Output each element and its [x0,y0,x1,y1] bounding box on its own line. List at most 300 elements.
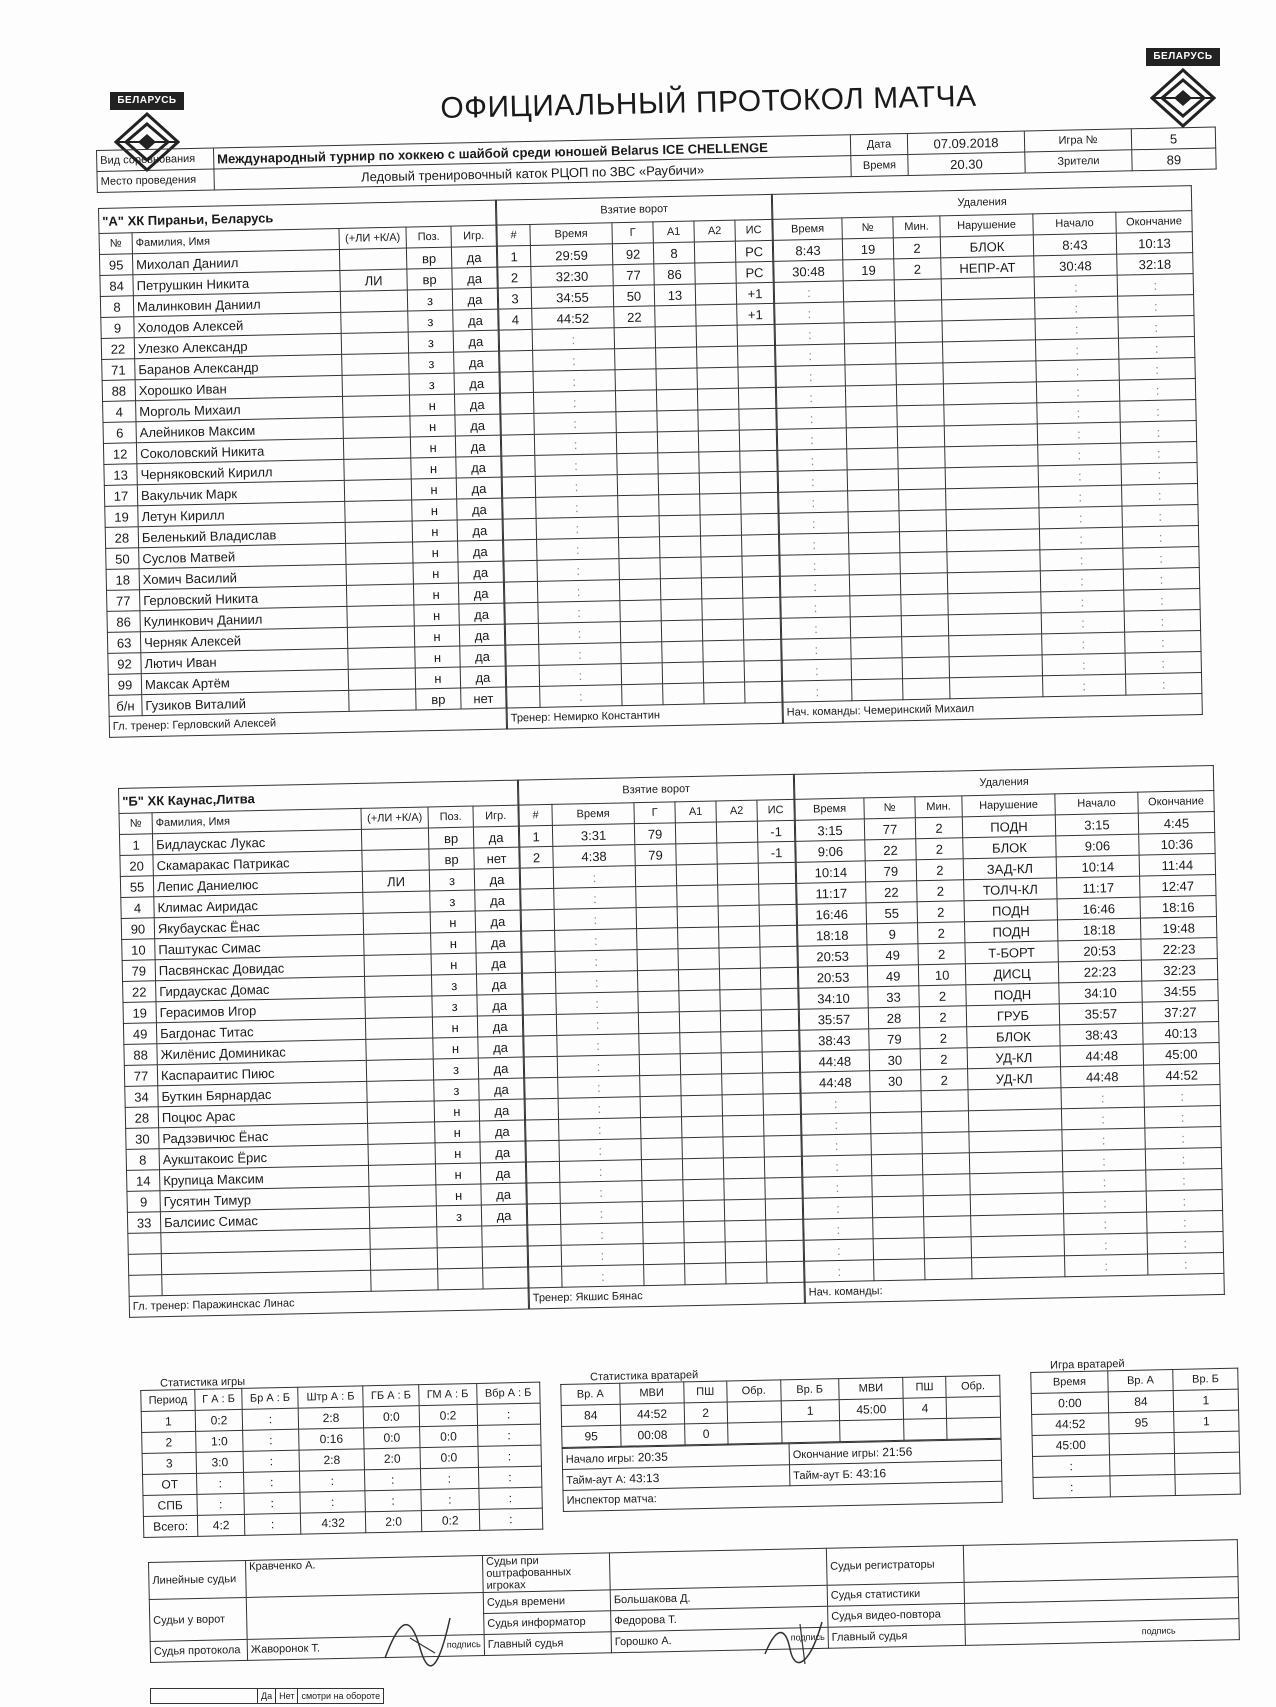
goalie-cell [781,1421,840,1443]
goal-num [499,329,532,351]
player-played: да [458,561,503,583]
player-li [363,891,430,913]
goalie-game [1030,1356,1241,1499]
pen-infraction [943,361,1036,384]
end-label: Окончание игры: [792,1447,880,1462]
col-g-a2: А2 [694,220,735,242]
goalie-cell [727,1401,781,1423]
player-name: Каспараитис Пиюс [157,1060,366,1085]
player-li [367,1101,434,1123]
goalie-cell: 2 [684,1402,728,1424]
goal-time: : [537,538,619,561]
goal-num [524,1056,557,1078]
goal-num [501,434,534,456]
pen-no: 30 [870,1070,921,1092]
game-no: 5 [1131,127,1215,150]
pen-min [896,384,943,406]
pen-start: 35:57 [1059,1002,1142,1025]
pen-start: : [1064,1212,1147,1235]
goal-cell [741,513,778,535]
player-li [347,605,414,627]
player-played: да [455,435,500,457]
col-g-g: Г [634,802,675,824]
pen-end: : [1120,421,1196,444]
player-no: 30 [126,1128,159,1150]
goal-cell [717,863,758,885]
pen-min [903,678,950,700]
pen-start: 38:43 [1060,1023,1143,1046]
stats-cell: СПБ [143,1494,197,1516]
goal-cell [621,642,662,664]
goal-num [502,455,535,477]
player-li [347,626,414,648]
goal-time: : [537,559,619,582]
pen-time: 18:18 [798,924,867,946]
pen-min [900,573,947,595]
goal-time: : [539,664,621,687]
player-li [342,395,409,417]
player-name: Алейников Максим [136,417,343,442]
goal-num [527,1182,560,1204]
goal-num [504,539,537,561]
player-played: да [480,1120,525,1142]
player-li [368,1122,435,1144]
goal-cell [742,576,779,598]
goalie-cell: 44:52 [620,1403,684,1425]
pen-no [872,1196,923,1218]
pen-time: : [803,1176,872,1198]
signature-icon [760,1614,830,1670]
player-li [341,311,408,333]
goal-time: : [534,433,616,456]
stats-col: ГБ А : Б [363,1385,419,1407]
pen-infraction [942,340,1035,363]
player-pos: н [412,499,457,521]
player-li [361,828,428,850]
player-no: 33 [127,1212,160,1234]
goal-a1: 8 [653,242,694,264]
goal-num [506,665,539,687]
stats-cell: : [479,1508,543,1530]
goal-cell [621,663,662,685]
goal-cell [678,927,719,949]
pen-no: 55 [866,902,917,924]
player-no: 28 [125,1107,158,1129]
player-name: Петрушкин Никита [133,270,340,295]
pen-min: 2 [917,901,964,923]
goal-cell [657,410,698,432]
player-pos: н [413,583,458,605]
col-g-time: Время [530,223,612,246]
pen-start: 11:17 [1057,876,1140,899]
col-p-time: Время [795,798,864,820]
pen-infraction [948,592,1041,615]
player-li [371,1269,438,1291]
pen-start: : [1064,1233,1147,1256]
player-pos [437,1226,482,1248]
goal-cell [744,660,781,682]
end-time: 21:56 [882,1444,913,1460]
goal-cell [766,1219,803,1241]
goal-cell [697,388,738,410]
timeout-b-label: Тайм-аут Б: [793,1468,853,1483]
pen-start: : [1035,317,1118,340]
goal-cell [739,408,776,430]
goal-num [525,1098,558,1120]
pen-no [850,616,901,638]
goalie-cell: 0 [684,1423,728,1445]
goal-cell [738,387,775,409]
goal-num [522,951,555,973]
goal-time: 34:55 [531,286,613,309]
pen-min: 2 [917,922,964,944]
goal-cell [658,473,699,495]
goal-num [504,560,537,582]
player-li [341,332,408,354]
stats-cell: 3 [142,1452,196,1474]
stats-cell: : [420,1467,478,1489]
goal-num: 1 [497,245,530,267]
goal-time: : [533,391,615,414]
goal-cell [643,1243,684,1265]
player-played: да [456,456,501,478]
col-p-min: Мин. [915,796,962,818]
goal-cell [739,429,776,451]
pen-infraction [972,1256,1065,1279]
linesmen-label: Линейные судьи [149,1560,247,1599]
goal-scorer: 92 [612,243,653,265]
pen-end: 19:48 [1140,917,1216,940]
pen-time: : [776,365,845,387]
goal-cell [682,1116,723,1138]
pen-end: : [1122,505,1198,528]
goal-a2 [695,283,736,305]
pen-min [898,468,945,490]
goalie-col: МВИ [839,1377,903,1399]
player-no: 90 [121,918,154,940]
goal-cell [619,579,660,601]
goalie-col: ПШ [683,1381,727,1403]
goal-cell [683,1179,724,1201]
pen-min [925,1258,972,1280]
goal-cell [759,883,796,905]
pen-no [846,406,897,428]
stats-col: ГМ А : Б [419,1383,477,1405]
pen-min [898,447,945,469]
goal-time: : [557,1055,639,1078]
player-played: да [476,973,521,995]
pen-end: 45:00 [1143,1042,1219,1065]
goal-time: 32:30 [531,265,613,288]
goalie-game-cell: : [1033,1476,1110,1499]
pen-start: : [1035,338,1118,361]
goal-num [521,888,554,910]
goal-time: : [562,1265,644,1288]
pen-start: : [1065,1254,1148,1277]
goalie-cell [946,1396,1000,1418]
goal-cell [701,556,742,578]
pen-no [851,658,902,680]
stats-cell: 2:0 [364,1448,420,1470]
player-played: да [452,267,497,289]
pen-infraction [945,445,1038,468]
pen-no: 19 [843,259,894,281]
pen-start: 20:53 [1058,939,1141,962]
pen-infraction [969,1130,1062,1153]
player-played: да [475,889,520,911]
goal-a1 [655,305,696,327]
player-no: 34 [125,1086,158,1108]
col-g-a2: А2 [716,800,757,822]
goal-cell [765,1177,802,1199]
protocol-judge: Жаворонок Т. [250,1642,321,1656]
player-played: да [479,1099,524,1121]
goal-cell [655,326,696,348]
player-played: да [481,1204,526,1226]
goal-cell [662,641,703,663]
pen-min: 2 [919,1006,966,1028]
pen-end: 18:16 [1140,896,1216,919]
goal-is: РС [735,240,772,262]
goal-time: 4:38 [553,845,635,868]
stats-cell: : [478,1487,542,1509]
player-no: 1 [119,834,152,856]
pen-infraction [946,487,1039,510]
goalie-game-row [1033,1473,1240,1498]
player-name: Аукштакоис Ёрис [159,1144,368,1169]
pen-start: : [1037,422,1120,445]
pen-end: 32:23 [1141,959,1217,982]
footer-net: Нет [276,1689,298,1704]
goalie-col: Обр. [946,1375,1000,1397]
player-played: да [456,477,501,499]
goal-num [500,371,533,393]
player-played: да [452,288,497,310]
player-played: нет [461,687,506,709]
pen-time: : [803,1197,872,1219]
player-no: 55 [120,876,153,898]
player-li [368,1164,435,1186]
team-b-penalties [794,765,1225,1304]
footer-note: смотри на обороте [298,1689,384,1704]
pen-min: 2 [919,985,966,1007]
player-no: 17 [104,485,137,507]
player-no: 4 [121,897,154,919]
pen-end: : [1147,1231,1223,1254]
goal-cell [763,1072,800,1094]
goal-cell [718,905,759,927]
pen-time: : [782,659,851,681]
stats-cell: 2:8 [298,1407,364,1429]
stats-cell: : [243,1429,299,1451]
team-a-header: "А" ХК Пираньи, Беларусь [99,200,496,233]
goal-cell [723,1136,764,1158]
goal-cell [662,662,703,684]
player-li [348,668,415,690]
pen-no [873,1217,924,1239]
player-name: Максак Артём [141,669,348,694]
pen-no [845,364,896,386]
player-name: Герловский Никита [140,585,347,610]
protocol-label: Судья протокола [150,1639,247,1662]
timekeeper: Большакова Д. [610,1585,827,1611]
pen-time: : [783,680,852,702]
goal-cell [718,884,759,906]
goal-num [523,1014,556,1036]
player-pos: н [413,541,458,563]
player-no [129,1275,162,1297]
player-played: да [453,330,498,352]
player-played: да [481,1183,526,1205]
team-a-coach: Тренер: Немирко Константин [507,702,782,729]
col-li: (+ЛИ +К/А) [339,227,406,249]
pen-infraction [970,1193,1063,1216]
team-b-roster [118,780,529,1318]
goal-time: : [534,412,616,435]
goalie-col: Обр. [727,1380,781,1402]
pen-min: 2 [920,1048,967,1070]
pen-infraction: ПОДН [962,815,1055,838]
goal-cell [761,988,798,1010]
goal-cell [701,535,742,557]
player-played [482,1225,527,1247]
pen-time: 34:10 [799,987,868,1009]
player-no: 79 [122,960,155,982]
goal-cell [617,453,658,475]
goal-cell [637,970,678,992]
goal-time: : [557,1034,639,1057]
pen-start: : [1036,380,1119,403]
pen-end: 22:23 [1141,938,1217,961]
goal-time: : [538,601,620,624]
goal-cell [659,515,700,537]
goal-cell [697,367,738,389]
pen-time: 38:43 [800,1029,869,1051]
pen-infraction [945,466,1038,489]
goal-cell [760,925,797,947]
goalie-col: Вр. Б [780,1379,839,1401]
player-played [482,1246,527,1268]
player-no: 19 [105,506,138,528]
goal-cell [737,324,774,346]
goal-cell [725,1241,766,1263]
player-name: Черняк Алексей [140,627,347,652]
stats-cell: Всего: [143,1515,197,1537]
goalie-cell: 00:08 [620,1424,684,1446]
pen-time: 3:15 [795,819,864,841]
player-pos: з [436,1205,481,1227]
player-pos: н [411,478,456,500]
goalie-game-col: Время [1031,1371,1108,1394]
goal-scorer: 77 [613,264,654,286]
goalie-cell [904,1418,948,1440]
player-no: 8 [100,296,133,318]
goal-cell [767,1261,804,1283]
player-played: да [458,582,503,604]
pen-infraction [944,403,1037,426]
player-name: Пасвянскас Довидас [155,955,364,980]
pen-start: 10:14 [1056,855,1139,878]
player-li [362,849,429,871]
player-name: Буткин Бярнардас [158,1081,367,1106]
pen-time: : [777,407,846,429]
stats-cell: : [244,1492,300,1514]
pen-min [923,1174,970,1196]
goal-cell [615,390,656,412]
player-pos: вр [416,688,461,710]
goal-cell [677,885,718,907]
pen-no [851,637,902,659]
pen-start: : [1042,653,1125,676]
pen-infraction: Т-БОРТ [965,941,1058,964]
goal-cell [638,991,679,1013]
player-no: 86 [107,611,140,633]
goal-cell [639,1054,680,1076]
pen-end: 32:18 [1117,253,1193,276]
pen-start: : [1043,674,1126,697]
pen-infraction: УД-КЛ [967,1046,1060,1069]
player-played: да [458,540,503,562]
goal-cell [684,1221,725,1243]
goal-is: РС [736,261,773,283]
player-played: да [478,1036,523,1058]
col-g-num: # [497,224,530,246]
player-no: 18 [106,569,139,591]
pen-infraction [971,1214,1064,1237]
player-li [346,563,413,585]
goal-cell [743,618,780,640]
player-name: Гирдаускас Домас [156,976,365,1001]
goal-num: 2 [498,266,531,288]
goalie-game-cell [1109,1432,1175,1454]
pen-min: 2 [916,838,963,860]
pen-infraction [948,613,1041,636]
goal-cell [679,990,720,1012]
pen-no [870,1112,921,1134]
goal-cell [762,1051,799,1073]
player-pos: н [435,1121,480,1143]
team-b-head-coach: Гл. тренер: Паражинскас Линас [129,1288,528,1317]
pen-start: : [1041,590,1124,613]
goal-cell [679,1011,720,1033]
goal-cell [657,431,698,453]
player-played: да [459,624,504,646]
player-name: Балсиис Симас [160,1207,369,1232]
timeout-a-label: Тайм-аут А: [566,1473,627,1487]
pen-infraction: ЗАД-КЛ [963,857,1056,880]
goal-cell [636,907,677,929]
pen-end: 10:13 [1116,232,1192,255]
pen-no: 9 [867,923,918,945]
player-pos: н [436,1184,481,1206]
player-li [343,437,410,459]
pen-infraction: ГРУБ [966,1004,1059,1027]
pen-time: : [780,554,849,576]
player-no: 77 [107,590,140,612]
goal-time: : [555,950,637,973]
pen-start: 9:06 [1056,834,1139,857]
stats-cell: 0:2 [419,1404,477,1426]
pen-end: : [1145,1147,1221,1170]
goals-title: Взятие ворот [518,774,793,805]
goal-cell [614,327,655,349]
col-p-start: Начало [1033,212,1116,235]
penalties-title: Удаления [794,766,1213,800]
goal-num [522,930,555,952]
pen-infraction [941,277,1034,300]
player-pos: н [432,1016,477,1038]
pen-time: : [804,1218,873,1240]
